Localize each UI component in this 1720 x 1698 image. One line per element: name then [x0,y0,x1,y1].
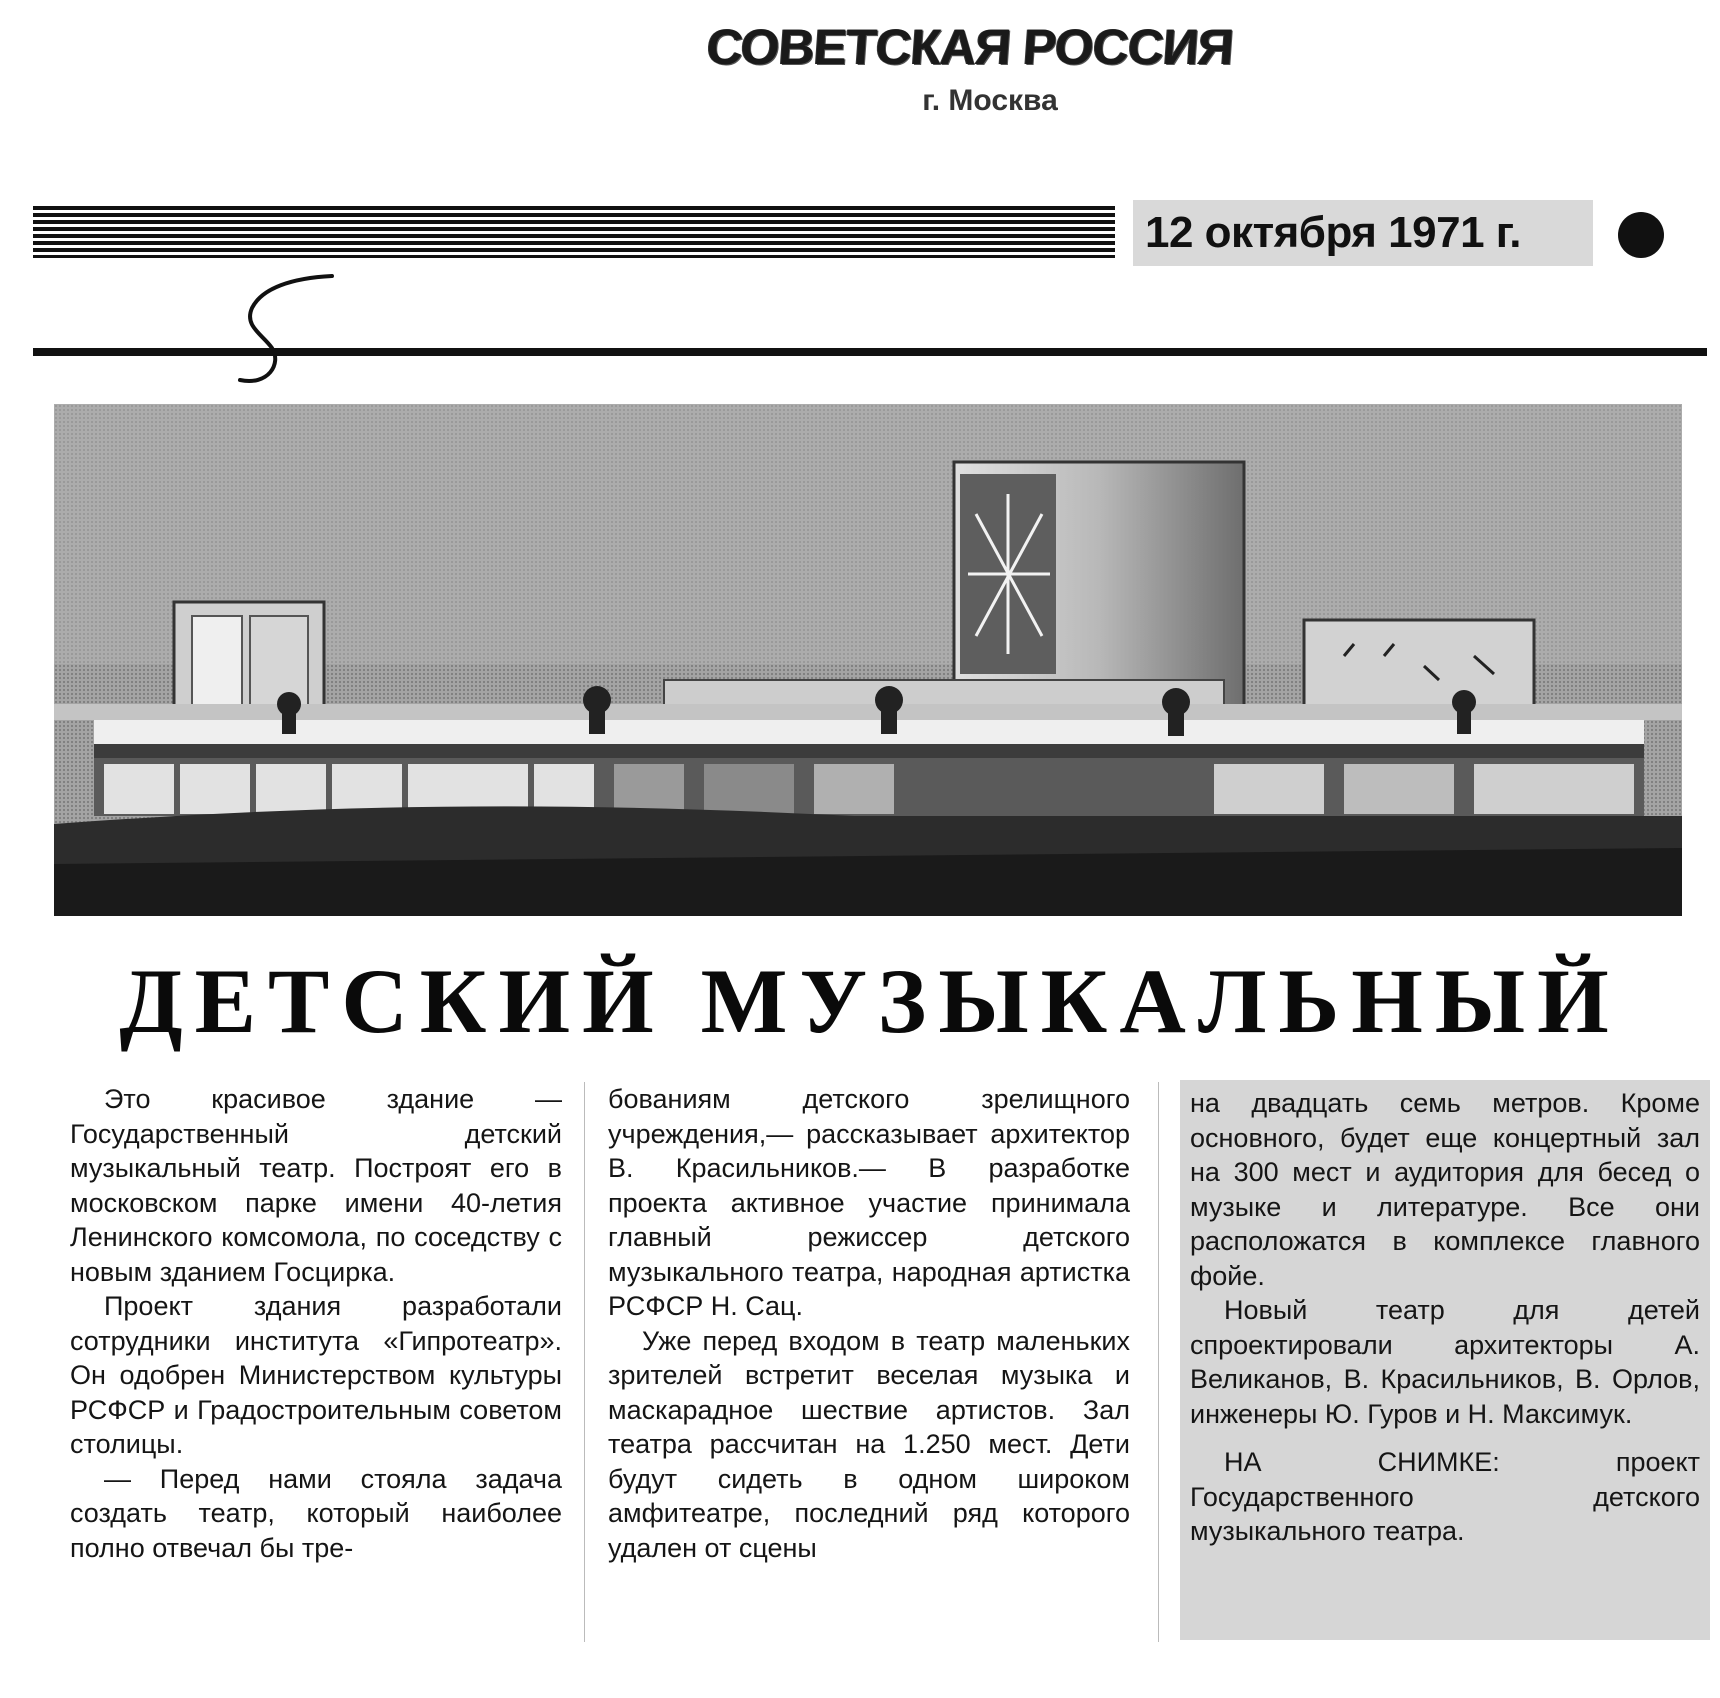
handwritten-mark [232,268,352,398]
paragraph: на двадцать семь метров. Кроме основного, будет еще концертный зал на 300 мест и аудитория для бесед о музыке и литературе. Все они расположатся в комплексе главного фойе. [1190,1088,1700,1291]
article-column-2 [608,1082,1130,1565]
bullet-mark [1618,212,1664,258]
paragraph: — Перед нами стояла задача создать театр, который наиболее полно отвечал бы тре- [70,1463,562,1563]
publication-name: СОВЕТСКАЯ РОССИЯ [705,19,1235,75]
date-rule [33,206,1115,258]
paragraph: бованиям детского зрелищного учреждения,— рассказывает архитектор В. Красильников.— В разработке проекта активное участие принимала главный режиссер детского музыкального театра, народная артистка РСФСР Н. Сац. [608,1084,1130,1321]
photo-caption: НА СНИМКЕ: проект Государственного детского музыкального театра. [1190,1447,1700,1546]
article-column-1 [70,1082,562,1565]
publication-city: г. Москва [922,84,1058,117]
date-box [1133,200,1593,266]
article-column-3 [1180,1080,1710,1640]
paragraph: Это красивое здание — Государственный детский музыкальный театр. Построят его в московском парке имени 40-летия Ленинского комсомола, по соседству с новым зданием Госцирка. [70,1084,562,1287]
column-divider [584,1082,585,1642]
paragraph: Уже перед входом в театр маленьких зрителей встретит веселая музыка и маскарадное шествие артистов. Зал театра рассчитан на 1.250 мест. Дети будут сидеть в одном широком амфитеатре, последний ряд которого удален от сцены [608,1325,1130,1563]
masthead-stamp [690,19,1250,162]
paragraph: Новый театр для детей спроектировали архитекторы А. Великанов, В. Красильников, В. Орлов, инженеры Ю. Гуров и Н. Максимук. [1190,1295,1700,1429]
issue-date: 12 октября 1971 г. [1145,208,1521,257]
section-rule [33,348,1707,356]
theatre-photo [54,404,1682,916]
paragraph: Проект здания разработали сотрудники института «Гипротеатр». Он одобрен Министерством культуры РСФСР и Градостроительным советом столицы. [70,1291,562,1459]
column-divider [1158,1082,1159,1642]
article-headline: ДЕТСКИЙ МУЗЫКАЛЬНЫЙ [119,950,1621,1052]
